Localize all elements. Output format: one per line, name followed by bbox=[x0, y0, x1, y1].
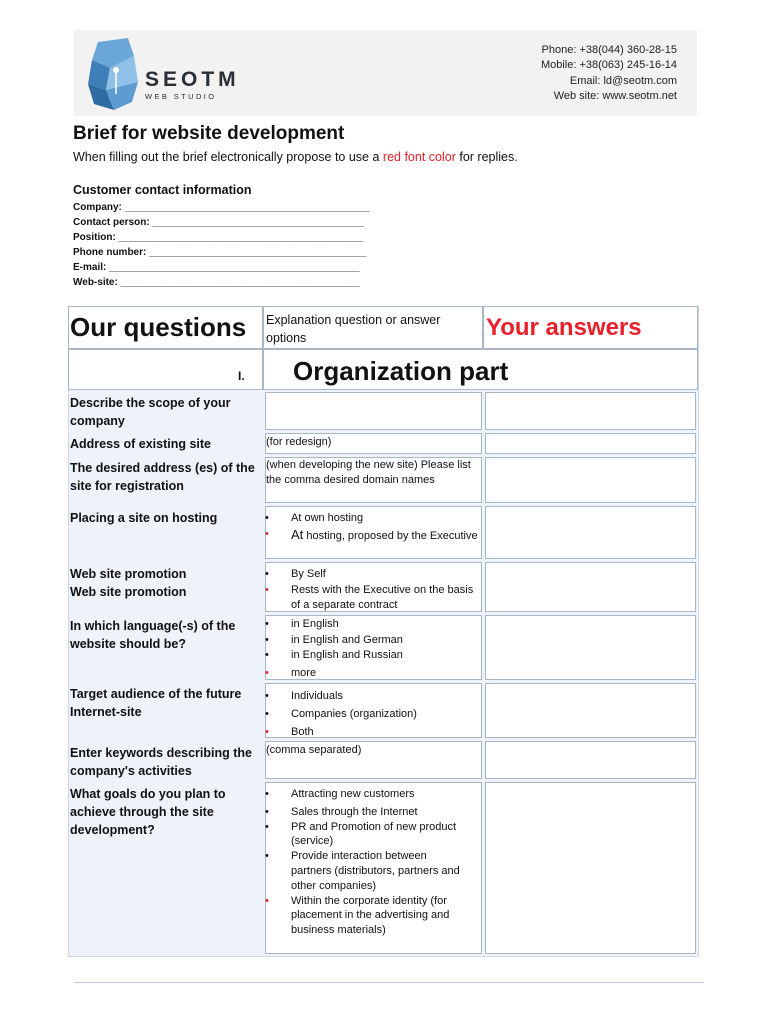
answer-cell-language[interactable] bbox=[485, 615, 696, 680]
brand-name: SEOTM bbox=[145, 68, 240, 91]
phone-number-field[interactable]: Phone number: _______________________________________ bbox=[73, 246, 367, 258]
question-hosting: Placing a site on hosting bbox=[70, 511, 218, 525]
question-address: Address of existing site bbox=[70, 437, 212, 451]
intro-after: for replies. bbox=[455, 150, 518, 164]
option-own-hosting[interactable]: • At own hosting bbox=[265, 511, 480, 527]
explanation-keywords: (comma separated) bbox=[266, 744, 362, 756]
seotm-logo-icon bbox=[84, 38, 144, 110]
section-cell-left bbox=[68, 349, 263, 390]
answer-cell-hosting[interactable] bbox=[485, 506, 696, 559]
footer-divider bbox=[74, 982, 704, 983]
intro-before: When filling out the brief electronically propose to use a bbox=[73, 150, 383, 164]
option-individuals[interactable]: • Individuals bbox=[265, 687, 480, 705]
mobile: Mobile: +38(063) 245-16-14 bbox=[540, 59, 677, 72]
intro-text bbox=[73, 150, 518, 164]
question-goals: What goals do you plan to achieve through the site development? bbox=[70, 787, 226, 837]
option-pr-promotion[interactable]: • PR and Promotion of new product (service) bbox=[265, 820, 470, 850]
question-language: In which language(-s) of the website should be? bbox=[70, 619, 236, 651]
option-partner-interaction[interactable]: • Provide interaction between partners (distributors, partners and other companies) bbox=[265, 849, 470, 893]
answer-cell-address[interactable] bbox=[485, 433, 696, 454]
intro-red-text: red font color bbox=[382, 150, 456, 164]
option-both[interactable]: • Both bbox=[265, 723, 480, 741]
answer-cell-desired[interactable] bbox=[485, 457, 696, 503]
option-english-german[interactable]: • in English and German bbox=[265, 633, 480, 649]
column-title-questions: Our questions bbox=[70, 312, 247, 342]
brand-subtitle: WEB STUDIO bbox=[145, 92, 217, 101]
option-english[interactable]: • in English bbox=[265, 617, 480, 633]
audience-options bbox=[265, 687, 480, 741]
answer-cell-audience[interactable] bbox=[485, 683, 696, 738]
option-more[interactable]: • more bbox=[265, 666, 480, 682]
hosting-options bbox=[265, 511, 480, 544]
explanation-desired-address: (when developing the new site) Please list the comma desired domain names bbox=[266, 459, 471, 487]
question-scope: Describe the scope of your company bbox=[70, 396, 231, 428]
answer-cell-goals[interactable] bbox=[485, 782, 696, 954]
contact-person-field[interactable]: Contact person: ______________________________________ bbox=[73, 216, 364, 228]
explanation-address: (for redesign) bbox=[266, 436, 332, 448]
company-field[interactable]: Company: ____________________________________________ bbox=[73, 202, 370, 213]
option-by-self[interactable]: • By Self bbox=[265, 567, 480, 583]
section-number: I. bbox=[238, 369, 245, 383]
option-internet-sales[interactable]: • Sales through the Internet bbox=[265, 805, 470, 820]
question-promotion-line1: Web site promotion bbox=[70, 567, 187, 581]
website: Web site: www.seotm.net bbox=[553, 89, 677, 102]
column-title-explanation: Explanation question or answer options bbox=[266, 313, 441, 345]
answer-cell-keywords[interactable] bbox=[485, 741, 696, 779]
option-executive-hosting-at: At bbox=[291, 526, 304, 542]
position-field[interactable]: Position: ____________________________________________ bbox=[73, 231, 364, 243]
customer-heading: Customer contact information bbox=[73, 183, 252, 197]
option-corporate-identity[interactable]: • Within the corporate identity (for placement in the advertising and business materials) bbox=[265, 894, 470, 938]
option-companies[interactable]: • Companies (organization) bbox=[265, 705, 480, 723]
answer-cell-scope[interactable] bbox=[485, 392, 696, 430]
question-audience: Target audience of the future Internet-site bbox=[70, 687, 242, 719]
promotion-options bbox=[265, 567, 480, 614]
website-field[interactable]: Web-site: ___________________________________________ bbox=[73, 276, 360, 288]
section-title: Organization part bbox=[293, 356, 509, 386]
option-new-customers[interactable]: • Attracting new customers bbox=[265, 787, 470, 802]
question-desired-address: The desired address (es) of the site for registration bbox=[70, 461, 255, 493]
question-keywords: Enter keywords describing the company's activities bbox=[70, 746, 252, 778]
contact-block bbox=[541, 43, 677, 104]
page-title: Brief for website development bbox=[73, 123, 345, 144]
question-promotion bbox=[70, 565, 264, 601]
email: Email: ld@seotm.com bbox=[569, 74, 677, 87]
phone: Phone: +38(044) 360-28-15 bbox=[541, 44, 677, 56]
explanation-cell-scope bbox=[265, 392, 482, 430]
answer-cell-promotion[interactable] bbox=[485, 562, 696, 612]
option-executive-hosting-rest: hosting, proposed by the Executive bbox=[303, 529, 478, 542]
language-options bbox=[265, 617, 480, 681]
column-title-answers: Your answers bbox=[486, 314, 642, 341]
option-english-russian[interactable]: • in English and Russian bbox=[265, 648, 480, 664]
option-executive-contract[interactable]: • Rests with the Executive on the basis of a separate contract bbox=[265, 583, 480, 614]
customer-fields bbox=[73, 201, 369, 290]
option-executive-hosting[interactable] bbox=[265, 527, 480, 545]
letterhead bbox=[74, 30, 697, 116]
question-promotion-line2: Web site promotion bbox=[70, 585, 187, 599]
email-field[interactable]: E-mail: _____________________________________________ bbox=[73, 261, 360, 273]
goals-options bbox=[265, 787, 470, 938]
